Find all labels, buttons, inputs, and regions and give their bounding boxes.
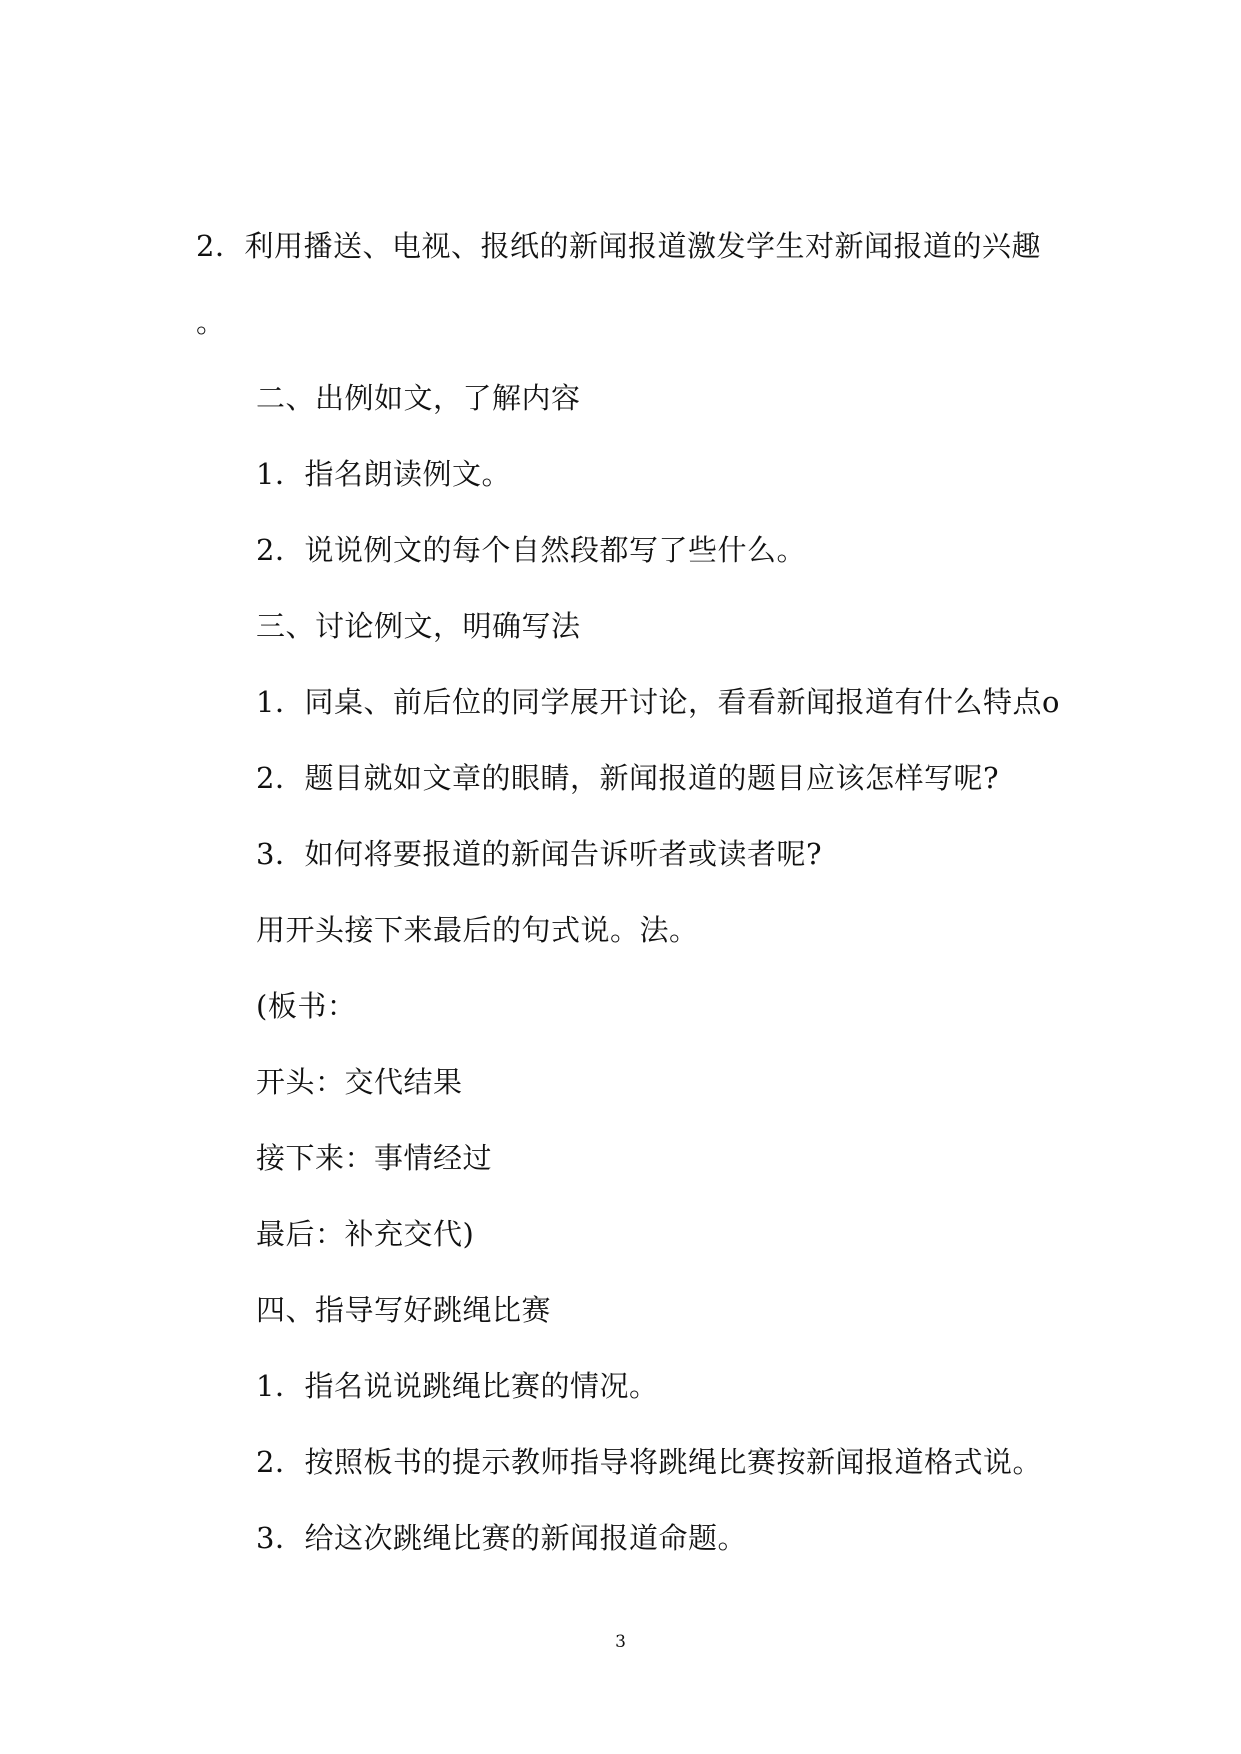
paragraph-line: 2．按照板书的提示教师指导将跳绳比赛按新闻报道格式说。 [256, 1445, 1042, 1479]
paragraph-line: 最后：补充交代) [256, 1217, 475, 1251]
paragraph-line: 用开头接下来最后的句式说。法。 [256, 913, 699, 947]
paragraph-line: 3．如何将要报道的新闻告诉听者或读者呢? [256, 837, 822, 871]
section-heading: 三、讨论例文，明确写法 [256, 609, 581, 643]
paragraph-line: 2．题目就如文章的眼睛，新闻报道的题目应该怎样写呢? [256, 761, 999, 795]
paragraph-line: 。 [196, 305, 226, 339]
paragraph-line: (板书： [256, 989, 357, 1023]
paragraph-line: 1．指名说说跳绳比赛的情况。 [256, 1369, 659, 1403]
paragraph-line: 3．给这次跳绳比赛的新闻报道命题。 [256, 1521, 747, 1555]
section-heading: 四、指导写好跳绳比赛 [256, 1293, 552, 1327]
paragraph-line: 2．说说例文的每个自然段都写了些什么。 [256, 533, 806, 567]
paragraph-line: 2．利用播送、电视、报纸的新闻报道激发学生对新闻报道的兴趣 [196, 229, 1041, 263]
section-heading: 二、出例如文，了解内容 [256, 381, 581, 415]
paragraph-line: 开头：交代结果 [256, 1065, 463, 1099]
paragraph-line: 1．指名朗读例文。 [256, 457, 511, 491]
paragraph-line: 1．同桌、前后位的同学展开讨论，看看新闻报道有什么特点o [256, 685, 1060, 719]
page-number: 3 [615, 1632, 626, 1652]
paragraph-line: 接下来：事情经过 [256, 1141, 493, 1175]
